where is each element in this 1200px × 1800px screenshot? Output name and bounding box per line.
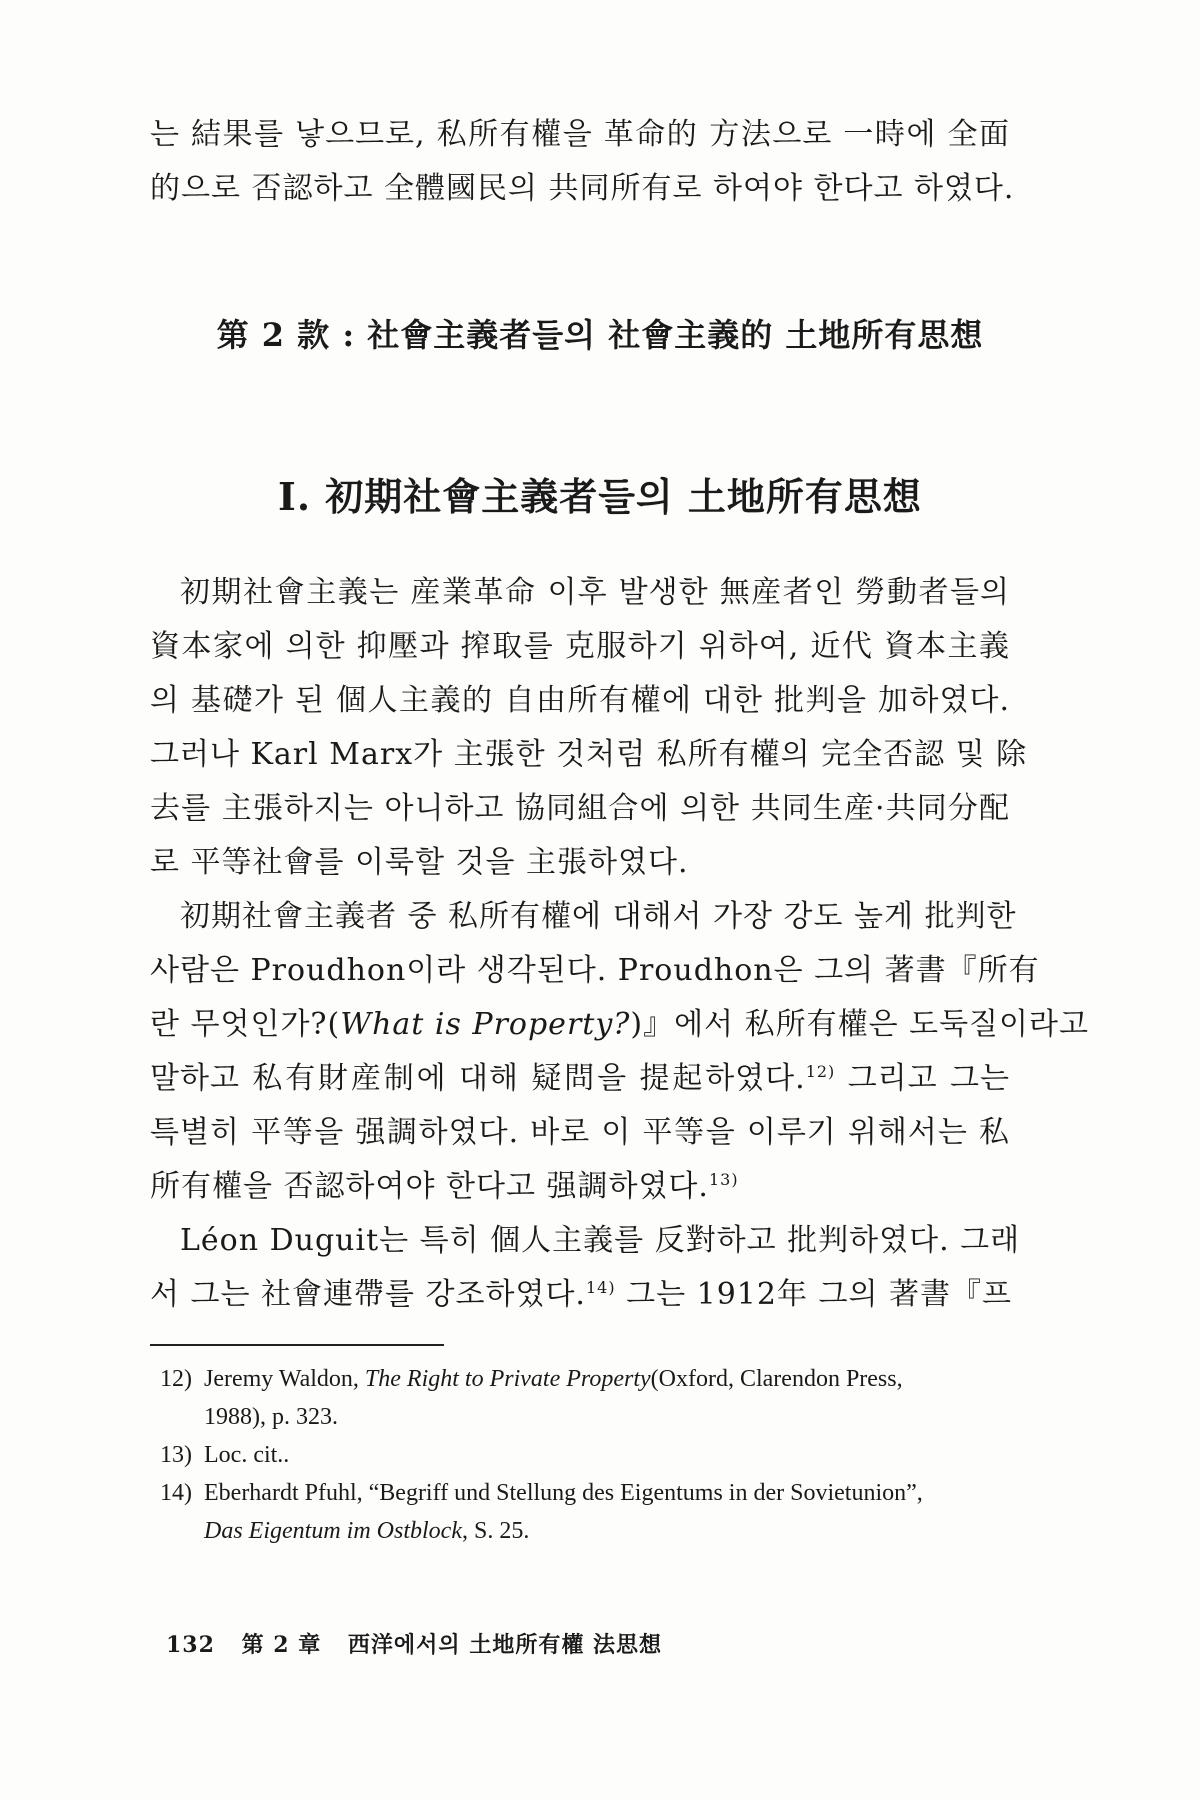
footnote-ref: 14) (585, 1278, 616, 1297)
footnote-item (160, 1474, 1010, 1550)
text-line: 특별히 平等을 强調하였다. 바로 이 平等을 이루기 위해서는 私 (150, 1115, 1010, 1150)
text-line: 初期社會主義는 産業革命 이후 발생한 無産者인 勞動者들의 (180, 575, 1010, 610)
footnote-title-italic: The Right to Private Property (364, 1366, 651, 1392)
text-fragment: 란 무엇인가?( (150, 1007, 341, 1042)
text-fragment: 그리고 그는 (835, 1061, 1010, 1096)
footnote-ref: 12) (805, 1062, 836, 1081)
footnote-title-italic: Das Eigentum im Ostblock (204, 1518, 462, 1544)
sub-heading: Ⅰ. 初期社會主義者들의 土地所有思想 (278, 474, 922, 519)
text-line: 資本家에 의한 抑壓과 搾取를 克服하기 위하여, 近代 資本主義 (150, 629, 1010, 664)
chapter-title: 西洋에서의 土地所有權 法思想 (347, 1632, 662, 1658)
text-fragment: 말하고 私有財産制에 대해 疑問을 提起하였다. (150, 1061, 806, 1096)
footnote-text: Jeremy Waldon, (204, 1366, 365, 1392)
footnotes (160, 1360, 1010, 1550)
text-line: 사람은 Proudhon이라 생각된다. Proudhon은 그의 著書『所有 (150, 953, 1040, 988)
text-line: 는 結果를 낳으므로, 私所有權을 革命的 方法으로 一時에 全面 (150, 117, 1010, 152)
footnote-item (160, 1360, 1010, 1436)
text-fragment: 所有權을 否認하여야 한다고 强調하였다. (150, 1169, 709, 1204)
footnote-divider (150, 1344, 444, 1346)
text-line (150, 1160, 1010, 1214)
footnote-text: , S. 25. (461, 1518, 530, 1544)
running-footer (166, 1628, 680, 1659)
page-number: 132 (166, 1632, 215, 1658)
chapter-label: 第 2 章 (241, 1632, 322, 1658)
book-title-italic: What is Property? (340, 1007, 631, 1042)
text-line: 的으로 否認하고 全體國民의 共同所有로 하여야 한다고 하였다. (150, 171, 1015, 206)
footnote-text: (Oxford, Clarendon Press, (650, 1366, 903, 1392)
text-fragment: 그는 1912年 그의 著書『프 (615, 1277, 1012, 1312)
footnote-number: 12) (160, 1366, 192, 1392)
text-line: Léon Duguit는 특히 個人主義를 反對하고 批判하였다. 그래 (180, 1223, 1021, 1258)
footnote-number: 13) (160, 1442, 192, 1468)
footnote-ref: 13) (708, 1170, 739, 1189)
section-heading: 第 2 款 : 社會主義者들의 社會主義的 土地所有思想 (216, 316, 984, 354)
text-line (150, 1268, 1010, 1322)
footnote-continuation: 1988), p. 323. (204, 1404, 338, 1430)
text-line (150, 998, 1089, 1052)
text-line: 去를 主張하지는 아니하고 協同組合에 의한 共同生産·共同分配 (150, 791, 1010, 826)
footnote-item (160, 1436, 1010, 1474)
footnote-number: 14) (160, 1480, 192, 1506)
text-line: 初期社會主義者 중 私所有權에 대해서 가장 강도 높게 批判한 (180, 899, 1017, 934)
text-fragment: )』에서 私所有權은 도둑질이라고 (630, 1007, 1089, 1042)
text-line (150, 1052, 1010, 1106)
footnote-text: Eberhardt Pfuhl, “Begriff und Stellung des Eigentums in der Sovietunion”, (204, 1480, 923, 1506)
text-line: 그러나 Karl Marx가 主張한 것처럼 私所有權의 完全否認 및 除 (150, 737, 1028, 772)
text-line: 로 平等社會를 이룩할 것을 主張하였다. (150, 845, 689, 880)
text-fragment: 서 그는 社會連帶를 강조하였다. (150, 1277, 586, 1312)
body-paragraphs (150, 566, 1089, 1322)
text-line: 의 基礎가 된 個人主義的 自由所有權에 대한 批判을 加하였다. (150, 683, 1010, 718)
footnote-continuation (160, 1512, 1010, 1550)
footnote-text: Loc. cit.. (204, 1442, 290, 1468)
continuation-paragraph (150, 108, 1015, 216)
